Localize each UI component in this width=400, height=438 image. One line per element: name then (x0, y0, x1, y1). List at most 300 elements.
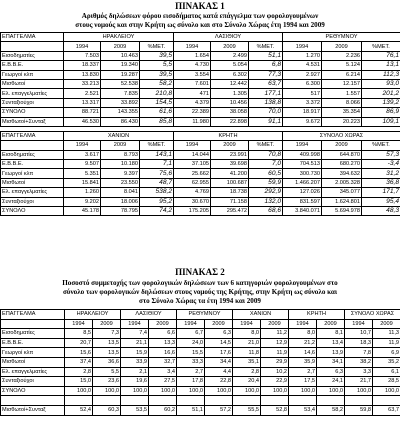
table2-heading: ΠΙΝΑΚΑΣ 2 (175, 267, 225, 277)
value-cell: 1.624.801 (322, 197, 362, 206)
share-cell: 38,2 (345, 357, 373, 367)
row-label: ΣΥΝΟΛΟ (1, 108, 64, 117)
year-header: 2009 (149, 319, 177, 329)
pct-change-cell: 59,9 (249, 178, 283, 187)
blank-cell (373, 396, 400, 406)
value-cell: 644.870 (322, 150, 362, 159)
table1-bottom-group-header (1, 131, 400, 140)
row-label: Συνταξιούχοι (1, 377, 65, 387)
value-cell: 22.389 (174, 108, 211, 117)
year-header: 2009 (322, 42, 362, 51)
pct-change-cell: 6,8 (249, 61, 283, 70)
group-header: ΚΡΗΤΗ (289, 310, 345, 320)
value-cell: 7.503 (64, 51, 101, 60)
pct-change-cell: 139,2 (362, 98, 400, 107)
pct-change-cell: 76,1 (362, 51, 400, 60)
pct-change-cell: 91,1 (249, 117, 283, 126)
blank-cell (177, 396, 205, 406)
row-label: Εισοδηματίες (1, 51, 64, 60)
row-label: Ελ. επαγγελματίες (1, 367, 65, 377)
share-cell: 35,2 (373, 357, 400, 367)
table2-title-line1: Ποσοστό συμμετοχής των φορολογικών δηλώσεων των 6 κατηγοριών φορολογουμένων στο (62, 279, 338, 287)
pct-change-cell: 143,1 (140, 150, 174, 159)
share-cell: 11,9 (373, 338, 400, 348)
blank-cell (149, 396, 177, 406)
value-cell: 175.205 (174, 207, 211, 216)
share-cell: 100,0 (373, 386, 400, 396)
value-cell: 1.305 (211, 89, 249, 98)
year-header: 2009 (93, 319, 121, 329)
value-cell: 41.200 (211, 169, 249, 178)
table-row (1, 377, 400, 387)
row-label: Μισθωτοί (1, 357, 65, 367)
value-cell: 831.597 (283, 197, 322, 206)
share-cell: 11,8 (233, 348, 261, 358)
pct-change-cell: 77,3 (249, 70, 283, 79)
table-row (1, 207, 400, 216)
row-label: Ε.Β.Β.Ε. (1, 160, 64, 169)
share-cell: 100,0 (289, 386, 317, 396)
share-cell: 6,1 (373, 367, 400, 377)
share-cell: 10,2 (261, 367, 289, 377)
spacer-row (1, 396, 400, 406)
table-row (1, 405, 400, 415)
value-cell: 10.180 (101, 160, 140, 169)
table-row (1, 117, 400, 126)
share-cell: 21,7 (345, 377, 373, 387)
pct-change-cell: -3,4 (362, 160, 400, 169)
year-header: 1994 (64, 141, 101, 150)
row-label: Μισθωτοί (1, 79, 64, 88)
share-cell: 100,0 (317, 386, 345, 396)
row-label: Γεωργοί κλπ (1, 348, 65, 358)
value-cell: 300.730 (283, 169, 322, 178)
share-cell: 2,1 (121, 367, 149, 377)
value-cell: 18.337 (64, 61, 101, 70)
value-cell: 39.698 (211, 160, 249, 169)
row-label: ΣΥΝΟΛΟ (1, 207, 64, 216)
share-cell: 13,9 (317, 348, 345, 358)
value-cell: 8.041 (101, 188, 140, 197)
year-header: 1994 (64, 42, 101, 51)
share-cell: 18,3 (345, 338, 373, 348)
share-cell: 13,3 (149, 338, 177, 348)
value-cell: 6.300 (283, 79, 322, 88)
table2-title-line3: στο Σύνολο Χώρας τα έτη 1994 και 2009 (139, 297, 261, 305)
pct-change-cell: 5,5 (140, 61, 174, 70)
year-header: 2009 (317, 319, 345, 329)
value-cell: 1.270 (283, 51, 322, 60)
value-cell: 3.617 (64, 150, 101, 159)
share-cell: 13,5 (93, 338, 121, 348)
share-cell: 11,3 (373, 329, 400, 339)
group-header: ΚΡΗΤΗ (174, 131, 283, 140)
value-cell: 78.795 (101, 207, 140, 216)
share-cell: 21,2 (289, 338, 317, 348)
share-cell: 60,2 (149, 405, 177, 415)
value-cell: 45.178 (64, 207, 101, 216)
value-cell: 18.738 (211, 188, 249, 197)
value-cell: 100.687 (211, 178, 249, 187)
share-cell: 52,8 (261, 405, 289, 415)
share-cell: 100,0 (149, 386, 177, 396)
row-label: Μισθωτοί+Συνταξ (1, 405, 65, 415)
row-header: ΕΠΑΓΓΕΛΜΑ (1, 131, 64, 140)
share-cell: 100,0 (345, 386, 373, 396)
year-header: 1994 (65, 319, 93, 329)
share-cell: 7,8 (345, 348, 373, 358)
share-cell: 15,6 (65, 348, 93, 358)
table-row (1, 348, 400, 358)
value-cell: 2.521 (64, 89, 101, 98)
share-cell: 100,0 (121, 386, 149, 396)
table1 (0, 32, 400, 216)
share-cell: 4,4 (205, 367, 233, 377)
value-cell: 4.769 (174, 188, 211, 197)
share-cell: 6,9 (373, 348, 400, 358)
value-cell: 19.287 (101, 70, 140, 79)
value-cell: 18.917 (283, 108, 322, 117)
pct-change-cell: 57,3 (362, 150, 400, 159)
row-header: ΕΠΑΓΓΕΛΜΑ (1, 33, 64, 42)
year-header: 1994 (121, 319, 149, 329)
share-cell: 6,6 (149, 329, 177, 339)
table-row (1, 169, 400, 178)
share-cell: 63,7 (373, 405, 400, 415)
year-header: 1994 (174, 42, 211, 51)
table-row (1, 160, 400, 169)
blank-cell (289, 396, 317, 406)
row-label: Ε.Β.Β.Ε. (1, 61, 64, 70)
value-cell: 394.632 (322, 169, 362, 178)
year-header: 2009 (205, 319, 233, 329)
year-header: 1994 (289, 319, 317, 329)
value-cell: 409.998 (283, 150, 322, 159)
share-cell: 17,8 (177, 377, 205, 387)
table-row (1, 197, 400, 206)
pct-change-cell: 51,1 (249, 51, 283, 60)
value-cell: 23.550 (101, 178, 140, 187)
table1-top-group-header (1, 33, 400, 42)
value-cell: 62.955 (174, 178, 211, 187)
value-cell: 86.430 (101, 117, 140, 126)
group-header: ΛΑΣΙΘΙΟΥ (121, 310, 177, 320)
table-row (1, 61, 400, 70)
row-label: Εισοδηματίες (1, 329, 65, 339)
pct-change-cell: 70,0 (249, 108, 283, 117)
share-cell: 8,5 (65, 329, 93, 339)
value-cell: 23.991 (211, 150, 249, 159)
share-cell: 100,0 (93, 386, 121, 396)
value-cell: 13.317 (64, 98, 101, 107)
pct-change-cell: 75,6 (140, 169, 174, 178)
value-cell: 9.397 (101, 169, 140, 178)
group-header: ΣΥΝΟΛΟ ΧΩΡΑΣ (283, 131, 400, 140)
share-cell: 10,7 (345, 329, 373, 339)
share-cell: 34,4 (205, 357, 233, 367)
value-cell: 4.379 (174, 98, 211, 107)
share-cell: 59,8 (345, 405, 373, 415)
blank-cell (93, 396, 121, 406)
year-header: 2009 (101, 42, 140, 51)
value-cell: 5.694.978 (322, 207, 362, 216)
value-cell: 1.654 (174, 51, 211, 60)
share-cell: 8,0 (233, 329, 261, 339)
share-cell: 2,8 (233, 367, 261, 377)
share-cell: 22,9 (261, 377, 289, 387)
share-cell: 21,0 (233, 338, 261, 348)
group-header: ΛΑΣΙΘΙΟΥ (174, 33, 283, 42)
value-cell: 471 (174, 89, 211, 98)
value-cell: 295.472 (211, 207, 249, 216)
pct-change-cell: 292,9 (249, 188, 283, 197)
share-cell: 15,9 (121, 348, 149, 358)
group-header: ΡΕΘΥΜΝΟΥ (283, 33, 400, 42)
blank-cell (317, 396, 345, 406)
share-cell: 100,0 (233, 386, 261, 396)
share-cell: 14,6 (289, 348, 317, 358)
value-cell: 9.507 (64, 160, 101, 169)
change-header: %ΜΕΤ. (140, 42, 174, 51)
value-cell: 3.554 (174, 70, 211, 79)
pct-change-cell: 7,0 (249, 160, 283, 169)
share-cell: 24,1 (317, 377, 345, 387)
value-cell: 6.214 (322, 70, 362, 79)
value-cell: 345.077 (322, 188, 362, 197)
share-cell: 35,1 (233, 357, 261, 367)
table1-bottom-year-header (1, 141, 400, 150)
share-cell: 53,5 (121, 405, 149, 415)
share-cell: 15,5 (177, 348, 205, 358)
table1-title-line2: στους νομούς και στην Κρήτη ως σύνολο και στο Σύνολο Χώρας έτη 1994 και 2009 (75, 21, 325, 29)
year-header: 2009 (373, 319, 400, 329)
value-cell: 88.721 (64, 108, 101, 117)
pct-change-cell: 154,5 (140, 98, 174, 107)
share-cell: 15,0 (65, 377, 93, 387)
pct-change-cell: 70,8 (249, 150, 283, 159)
share-cell: 7,4 (121, 329, 149, 339)
share-cell: 21,1 (121, 338, 149, 348)
year-header: 2009 (211, 141, 249, 150)
pct-change-cell: 36,8 (362, 178, 400, 187)
value-cell: 13.830 (64, 70, 101, 79)
share-cell: 13,5 (93, 348, 121, 358)
pct-change-cell: 48,3 (362, 207, 400, 216)
pct-change-cell: 60,5 (249, 169, 283, 178)
value-cell: 10.463 (101, 51, 140, 60)
share-cell: 24,0 (177, 338, 205, 348)
share-cell: 6,3 (317, 367, 345, 377)
year-header: 1994 (174, 141, 211, 150)
year-header: 1994 (177, 319, 205, 329)
share-cell: 52,4 (65, 405, 93, 415)
blank-cell (65, 396, 93, 406)
share-cell: 58,2 (317, 405, 345, 415)
group-header: ΗΡΑΚΛΕΙΟΥ (64, 33, 174, 42)
share-cell: 37,4 (65, 357, 93, 367)
share-cell: 3,3 (345, 367, 373, 377)
value-cell: 680.270 (322, 160, 362, 169)
share-cell: 20,7 (65, 338, 93, 348)
blank-cell (1, 319, 65, 329)
pct-change-cell: 95,2 (140, 197, 174, 206)
row-label: Ελ. επαγγελματίες (1, 188, 64, 197)
row-label: Συνταξιούχοι (1, 98, 64, 107)
blank-cell (1, 396, 65, 406)
value-cell: 33.213 (64, 79, 101, 88)
value-cell: 7.601 (174, 79, 211, 88)
share-cell: 8,1 (317, 329, 345, 339)
pct-change-cell: 61,6 (140, 108, 174, 117)
share-cell: 6,7 (177, 329, 205, 339)
value-cell: 15.841 (64, 178, 101, 187)
pct-change-cell: 132,0 (249, 197, 283, 206)
share-cell: 100,0 (65, 386, 93, 396)
share-cell: 100,0 (177, 386, 205, 396)
pct-change-cell: 138,8 (249, 98, 283, 107)
row-label: Συνταξιούχοι (1, 197, 64, 206)
table-row (1, 338, 400, 348)
value-cell: 8.793 (101, 150, 140, 159)
pct-change-cell: 31,2 (362, 169, 400, 178)
share-cell: 53,4 (289, 405, 317, 415)
share-cell: 14,5 (205, 338, 233, 348)
blank-cell (233, 396, 261, 406)
value-cell: 1.557 (322, 89, 362, 98)
table-row (1, 386, 400, 396)
share-cell: 13,4 (317, 338, 345, 348)
table-row (1, 70, 400, 79)
value-cell: 25.662 (174, 169, 211, 178)
share-cell: 12,9 (261, 338, 289, 348)
blank-cell (121, 396, 149, 406)
value-cell: 2.236 (322, 51, 362, 60)
value-cell: 52.538 (101, 79, 140, 88)
table2-group-header (1, 310, 400, 320)
value-cell: 18.006 (101, 197, 140, 206)
share-cell: 57,2 (205, 405, 233, 415)
pct-change-cell: 39,5 (140, 51, 174, 60)
pct-change-cell: 7,1 (140, 160, 174, 169)
pct-change-cell: 63,7 (249, 79, 283, 88)
share-cell: 34,1 (317, 357, 345, 367)
value-cell: 33.892 (101, 98, 140, 107)
row-label: Γεωργοί κλπ (1, 169, 64, 178)
share-cell: 2,7 (177, 367, 205, 377)
value-cell: 19.340 (101, 61, 140, 70)
table-row (1, 108, 400, 117)
table1-top-year-header (1, 42, 400, 51)
pct-change-cell: 538,2 (140, 188, 174, 197)
value-cell: 12.442 (211, 79, 249, 88)
pct-change-cell: 13,1 (362, 61, 400, 70)
value-cell: 10.456 (211, 98, 249, 107)
value-cell: 4.730 (174, 61, 211, 70)
pct-change-cell: 93,0 (362, 79, 400, 88)
group-header: ΗΡΑΚΛΕΙΟΥ (65, 310, 121, 320)
share-cell: 23,6 (93, 377, 121, 387)
value-cell: 5.351 (64, 169, 101, 178)
share-cell: 29,9 (261, 357, 289, 367)
value-cell: 5.124 (322, 61, 362, 70)
row-label: Μισθωτοί (1, 178, 64, 187)
value-cell: 2.927 (283, 70, 322, 79)
table2 (0, 309, 400, 416)
pct-change-cell: 86,9 (362, 108, 400, 117)
value-cell: 20.223 (322, 117, 362, 126)
share-cell: 19,6 (121, 377, 149, 387)
pct-change-cell: 85,8 (140, 117, 174, 126)
table-row (1, 98, 400, 107)
year-header: 2009 (261, 319, 289, 329)
share-cell: 36,6 (93, 357, 121, 367)
table-row (1, 178, 400, 187)
value-cell: 5.054 (211, 61, 249, 70)
pct-change-cell: 210,8 (140, 89, 174, 98)
row-label: Γεωργοί κλπ (1, 70, 64, 79)
row-label: Μισθωτοί+Συνταξ (1, 117, 64, 126)
share-cell: 17,5 (289, 377, 317, 387)
table-row (1, 51, 400, 60)
year-header: 2009 (211, 42, 249, 51)
pct-change-cell: 39,5 (140, 70, 174, 79)
share-cell: 100,0 (261, 386, 289, 396)
share-cell: 11,9 (261, 348, 289, 358)
share-cell: 27,5 (149, 377, 177, 387)
value-cell: 1.466.207 (283, 178, 322, 187)
value-cell: 3.840.071 (283, 207, 322, 216)
share-cell: 5,5 (93, 367, 121, 377)
share-cell: 6,3 (205, 329, 233, 339)
share-cell: 3,4 (149, 367, 177, 377)
value-cell: 4.531 (283, 61, 322, 70)
group-header: ΣΥΝΟΛΟ ΧΩΡΑΣ (345, 310, 400, 320)
change-header: %ΜΕΤ. (362, 42, 400, 51)
value-cell: 8.066 (322, 98, 362, 107)
year-header: 2009 (322, 141, 362, 150)
value-cell: 143.355 (101, 108, 140, 117)
group-header: ΧΑΝΙΩΝ (233, 310, 289, 320)
value-cell: 12.157 (322, 79, 362, 88)
value-cell: 7.835 (101, 89, 140, 98)
year-header: 1994 (233, 319, 261, 329)
row-label: Ελ. επαγγελματίες (1, 89, 64, 98)
value-cell: 71.158 (211, 197, 249, 206)
value-cell: 35.354 (322, 108, 362, 117)
share-cell: 20,4 (233, 377, 261, 387)
table-row (1, 188, 400, 197)
table1-heading: ΠΙΝΑΚΑΣ 1 (175, 1, 225, 11)
table1-title-line1: Αριθμός δηλώσεων φόρου εισοδήματος κατά επάγγελμα των φορολογουμένων (81, 12, 319, 20)
pct-change-cell: 177,1 (249, 89, 283, 98)
value-cell: 6.302 (211, 70, 249, 79)
value-cell: 14.044 (174, 150, 211, 159)
row-label: Εισοδηματίες (1, 150, 64, 159)
row-label: Ε.Β.Β.Ε. (1, 338, 65, 348)
change-header: %ΜΕΤ. (362, 141, 400, 150)
pct-change-cell: 95,4 (362, 197, 400, 206)
table-row (1, 79, 400, 88)
pct-change-cell: 201,2 (362, 89, 400, 98)
share-cell: 28,5 (373, 377, 400, 387)
blank-cell (1, 42, 64, 51)
year-header: 2009 (101, 141, 140, 150)
share-cell: 11,2 (261, 329, 289, 339)
year-header: 1994 (283, 42, 322, 51)
table-row (1, 89, 400, 98)
year-header: 1994 (345, 319, 373, 329)
share-cell: 33,3 (177, 357, 205, 367)
